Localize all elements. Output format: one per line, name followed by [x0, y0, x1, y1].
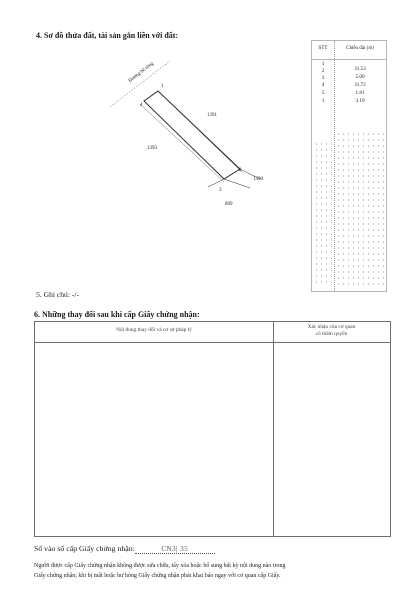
- warning-note-line2: Giấy chứng nhận; khi bị mất hoặc hư hỏng Giấy chứng nhận phải khai báo ngay với cơ quan cấp Giấy.: [34, 573, 281, 579]
- label-1391: 1391: [207, 113, 217, 118]
- parcel-outline: [144, 91, 240, 179]
- point-1: 1: [161, 84, 164, 89]
- table-row-length: 1.81: [355, 90, 365, 96]
- register-number-label: Số vào sổ cấp Giấy chứng nhận:: [34, 544, 135, 553]
- register-number-line: [34, 544, 215, 554]
- label-1393: 1393: [147, 146, 157, 151]
- boundary-809-left: [208, 179, 224, 187]
- empty-rows-dots: [336, 131, 384, 287]
- changes-table-header-content: Nội dung thay đổi và cơ sở pháp lý: [116, 327, 192, 333]
- table-row-length: 5.00: [355, 74, 365, 80]
- boundary-809-right: [224, 179, 250, 188]
- section-6-title: 6. Những thay đổi sau khi cấp Giấy chứng nhận:: [34, 310, 200, 319]
- label-1390: 1390: [253, 177, 263, 182]
- table-row-stt: 5: [321, 90, 325, 96]
- table-row-stt: 2: [321, 68, 325, 74]
- label-809: 809: [225, 202, 233, 207]
- table-row-stt: 1: [321, 61, 325, 67]
- section-5-notes: 5. Ghi chú: -/-: [36, 290, 80, 299]
- table-row-length: 31.72: [354, 82, 366, 88]
- table-row-stt: 4: [321, 82, 325, 88]
- section-4-title: 4. Sơ đồ thửa đất, tài sản gắn liền với đất:: [36, 31, 179, 40]
- changes-table-header-confirmation: [273, 324, 390, 338]
- road-label: Đường bê tông: [128, 61, 155, 84]
- point-2: 2: [239, 168, 242, 173]
- header-confirmation-line2: có thẩm quyền: [315, 331, 348, 337]
- register-number-value: CN3| 35: [135, 545, 215, 554]
- point-3: 3: [219, 188, 222, 193]
- table-row-length: 31.53: [354, 66, 366, 72]
- length-table: [311, 40, 387, 292]
- header-confirmation-line1: Xác nhận của cơ quan: [307, 324, 356, 330]
- table-row-stt: 3: [321, 75, 325, 81]
- empty-rows-dots: [314, 141, 334, 287]
- warning-note-line1: Người được cấp Giấy chứng nhận không được sửa chữa, tẩy xóa hoặc bổ sung bất kỳ nội dung nào trong: [34, 563, 286, 569]
- changes-table: [34, 321, 391, 537]
- length-table-header-stt: STT: [318, 46, 328, 51]
- length-table-header-length: Chiều dài (m): [346, 46, 374, 51]
- point-4: 4: [140, 103, 143, 108]
- table-row-length: 3.19: [355, 98, 365, 104]
- table-row-stt: 1: [321, 98, 325, 104]
